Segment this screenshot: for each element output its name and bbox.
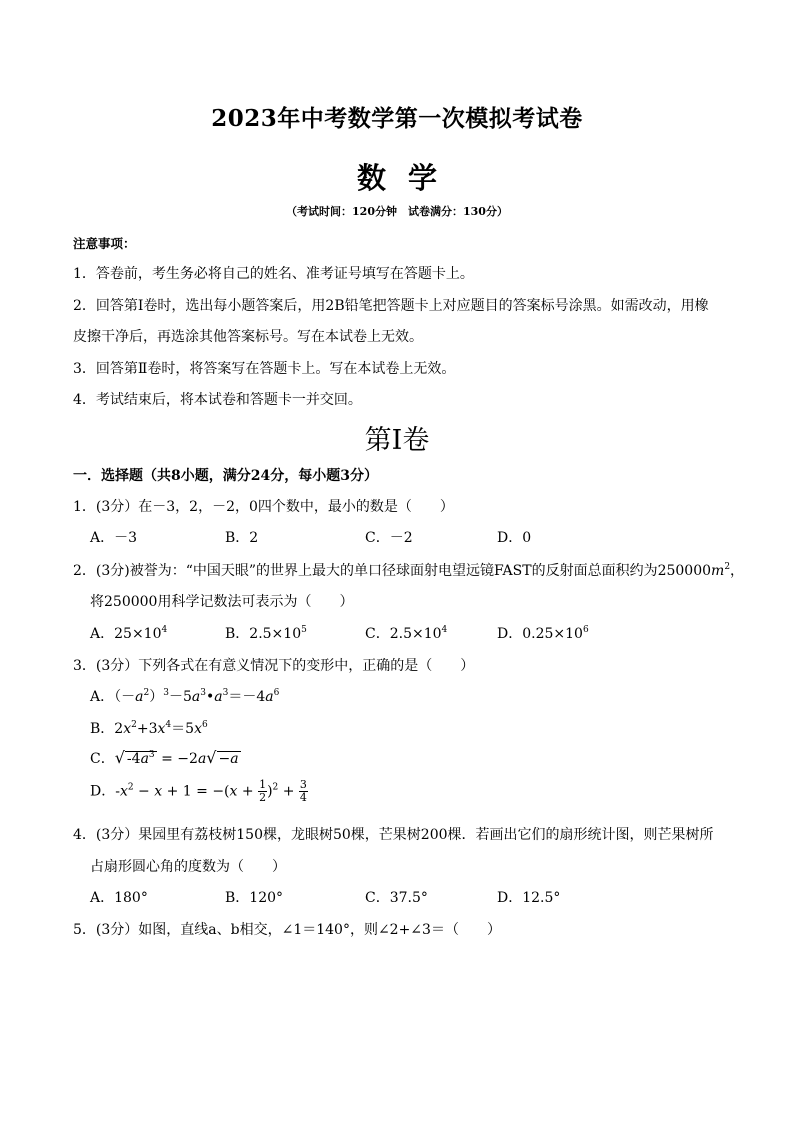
q4-option-d: D．12.5° xyxy=(497,890,561,906)
q3-option-c: C．√ $-4a^3 = -2a√ -a$ xyxy=(90,748,239,767)
question-2-stem-cont: 将250000用科学记数法可表示为（ ） xyxy=(90,594,354,610)
q2-option-c xyxy=(365,623,447,643)
question-2-stem xyxy=(73,560,744,580)
notice-item-2-cont: 皮擦干净后，再选涂其他答案标号。写在本试卷上无效。 xyxy=(73,329,423,345)
q4-option-c: C．37.5° xyxy=(365,890,428,906)
question-1-stem: 1．(3分）在－3，2，－2，0四个数中，最小的数是（ ） xyxy=(73,499,454,515)
q3-option-d-label: D． xyxy=(90,783,116,800)
question-3-stem: 3．(3分）下列各式在有意义情况下的变形中，正确的是（ ） xyxy=(73,658,475,674)
q2-option-b-exp: 5 xyxy=(301,625,307,635)
q2-option-c-exp: 4 xyxy=(441,625,448,635)
q2-option-c-base: 2.5×10 xyxy=(389,626,442,642)
q4-option-a: A．180° xyxy=(90,890,148,906)
q2-option-b-base: 2.5×10 xyxy=(249,626,302,642)
q2-option-a-exp: 4 xyxy=(161,625,168,635)
notice-item-4: 4．考试结束后，将本试卷和答题卡一并交回。 xyxy=(73,392,362,408)
q2-option-c-label: C． xyxy=(365,626,390,642)
q3-option-a: A．$(-a^2)^3-5a^3•a^3=-4a^6$ xyxy=(90,688,280,705)
q2-option-d-label: D． xyxy=(497,626,523,642)
q2-stem-end: ， xyxy=(730,563,745,579)
q3-option-d: D．$-x^2 - x + 1 = -(x$ + $\frac{1}{2}$ )$^2$ + $\frac{3}{4}$ xyxy=(90,778,307,804)
q3-option-a-label: A． xyxy=(90,689,115,705)
q1-option-a: A．－3 xyxy=(90,530,138,546)
q1-option-b: B．2 xyxy=(225,530,259,546)
q4-option-b: B．120° xyxy=(225,890,284,906)
notice-heading: 注意事项： xyxy=(73,236,136,251)
q2-option-d xyxy=(497,623,589,643)
notice-item-3: 3．回答第Ⅱ卷时，将答案写在答题卡上。写在本试卷上无效。 xyxy=(73,361,456,377)
exam-title: 2023年中考数学第一次模拟考试卷 xyxy=(211,105,583,132)
question-4-stem-cont: 占扇形圆心角的度数为（ ） xyxy=(90,859,286,875)
notice-item-1: 1．答卷前，考生务必将自己的姓名、准考证号填写在答题卡上。 xyxy=(73,266,474,282)
question-4-stem: 4．(3分）果园里有荔枝树150棵，龙眼树50棵，芒果树200棵．若画出它们的扇形统计图，则芒果树所 xyxy=(73,827,714,843)
q3-option-b-label: B． xyxy=(90,721,115,737)
q2-option-a xyxy=(90,623,167,643)
q2-unit: m xyxy=(711,563,725,579)
subject-title: 数学 xyxy=(356,161,459,195)
q2-option-a-base: 25×10 xyxy=(114,626,162,642)
question-5-stem: 5．(3分）如图，直线a、b相交，∠1＝140°，则∠2+∠3＝（ ） xyxy=(73,922,501,938)
q2-option-b xyxy=(225,623,307,643)
notice-item-2: 2．回答第Ⅰ卷时，选出每小题答案后，用2B铅笔把答题卡上对应题目的答案标号涂黑。如需改动，用橡 xyxy=(73,298,709,314)
q3-option-c-label: C． xyxy=(90,751,115,767)
q3-option-b: B．$2x^2+3x^4=5x^6$ xyxy=(90,720,208,737)
q2-option-d-base: 0.25×10 xyxy=(522,626,583,642)
q2-stem-text: 2．(3分)被誉为：“中国天眼”的世界上最大的单口径球面射电望远镜FAST的反射面总面积约为250000 xyxy=(73,563,712,579)
q2-unit-exp: 2 xyxy=(724,562,731,572)
q2-option-a-label: A． xyxy=(90,626,115,642)
q1-option-d: D．0 xyxy=(497,530,532,546)
section-title: 一．选择题（共8小题，满分24分，每小题3分） xyxy=(73,468,378,484)
exam-info: （考试时间：120分钟 试卷满分：130分） xyxy=(286,205,508,218)
q1-option-c: C．－2 xyxy=(365,530,413,546)
volume-title: 第Ⅰ卷 xyxy=(364,425,430,456)
q2-option-b-label: B． xyxy=(225,626,250,642)
q2-option-d-exp: 6 xyxy=(582,625,589,635)
